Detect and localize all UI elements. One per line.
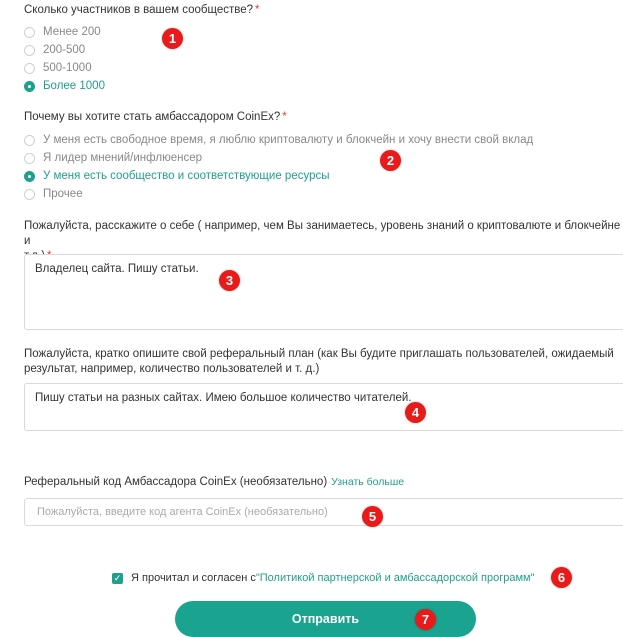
radio-label: У меня есть свободное время, я люблю криптовалюту и блокчейн и хочу внести свой вклад <box>43 134 534 146</box>
radio-label: 200-500 <box>43 44 86 56</box>
required-mark: * <box>282 111 287 123</box>
radio-option-other[interactable] <box>24 186 83 202</box>
radio-icon[interactable] <box>24 27 35 38</box>
radio-icon[interactable] <box>24 63 35 74</box>
annotation-marker-4: 4 <box>405 402 426 423</box>
radio-label: Более 1000 <box>43 80 105 92</box>
textarea-value: Владелец сайта. Пишу статьи. <box>35 263 199 275</box>
textarea-value: Пишу статьи на разных сайтах. Имею большое количество читателей. <box>35 392 412 404</box>
radio-icon[interactable] <box>24 45 35 56</box>
agreement-checkbox[interactable]: ✓ <box>113 572 122 583</box>
question-text: Почему вы хотите стать амбассадором CoinEx? <box>24 111 281 123</box>
radio-icon[interactable] <box>24 189 35 200</box>
radio-label: Прочее <box>43 188 83 200</box>
submit-button-label: Отправить <box>291 612 360 626</box>
annotation-marker-5: 5 <box>362 506 383 527</box>
required-mark: * <box>255 4 260 16</box>
agreement-text: Я прочитал и согласен с <box>131 572 256 584</box>
referral-plan-textarea[interactable] <box>24 383 623 431</box>
radio-label: Менее 200 <box>43 26 101 38</box>
radio-option-200-500[interactable] <box>24 42 85 58</box>
radio-option-free-time[interactable] <box>24 132 533 148</box>
question-text: Реферальный код Амбассадора CoinEx (необязательно) <box>24 476 328 488</box>
question-community-size-label <box>24 3 260 18</box>
radio-icon[interactable] <box>24 153 35 164</box>
radio-icon[interactable] <box>24 135 35 146</box>
radio-label: У меня есть сообщество и соответствующие ресурсы <box>43 170 330 182</box>
about-yourself-textarea[interactable] <box>24 254 623 330</box>
annotation-marker-6: 6 <box>551 567 572 588</box>
radio-selected-icon[interactable] <box>24 81 35 92</box>
question-why-ambassador-label <box>24 110 287 125</box>
question-text-line2: результат, например, количество пользователей и т. д.) <box>24 363 320 375</box>
question-text-line1: Пожалуйста, расскажите о себе ( например, чем Вы занимаетесь, уровень знаний о криптовалюте и блокчейне и <box>24 220 621 247</box>
annotation-marker-2: 2 <box>380 150 401 171</box>
annotation-marker-7: 7 <box>415 609 436 630</box>
learn-more-link[interactable]: Узнать больше <box>331 476 405 488</box>
question-referral-plan-label <box>24 347 623 377</box>
agreement-policy-link[interactable]: "Политикой партнерской и амбассадорской программ" <box>255 572 535 584</box>
radio-option-more-1000[interactable] <box>24 78 105 94</box>
referral-code-input[interactable] <box>24 498 623 526</box>
question-text: Сколько участников в вашем сообществе? <box>24 4 254 16</box>
question-referral-code-label <box>24 475 404 490</box>
input-placeholder: Пожалуйста, введите код агента CoinEx (необязательно) <box>37 506 328 518</box>
annotation-marker-3: 3 <box>219 270 240 291</box>
radio-label: Я лидер мнений/инфлюенсер <box>43 152 202 164</box>
radio-label: 500-1000 <box>43 62 92 74</box>
agreement-row <box>112 572 535 584</box>
radio-option-influencer[interactable] <box>24 150 202 166</box>
radio-option-500-1000[interactable] <box>24 60 92 76</box>
question-text-line1: Пожалуйста, кратко опишите свой реферальный план (как Вы будите приглашать пользователей, ожидаемый <box>24 348 614 360</box>
annotation-marker-1: 1 <box>162 28 183 49</box>
radio-option-community-resources[interactable] <box>24 168 329 184</box>
radio-option-less-200[interactable] <box>24 24 101 40</box>
radio-selected-icon[interactable] <box>24 171 35 182</box>
